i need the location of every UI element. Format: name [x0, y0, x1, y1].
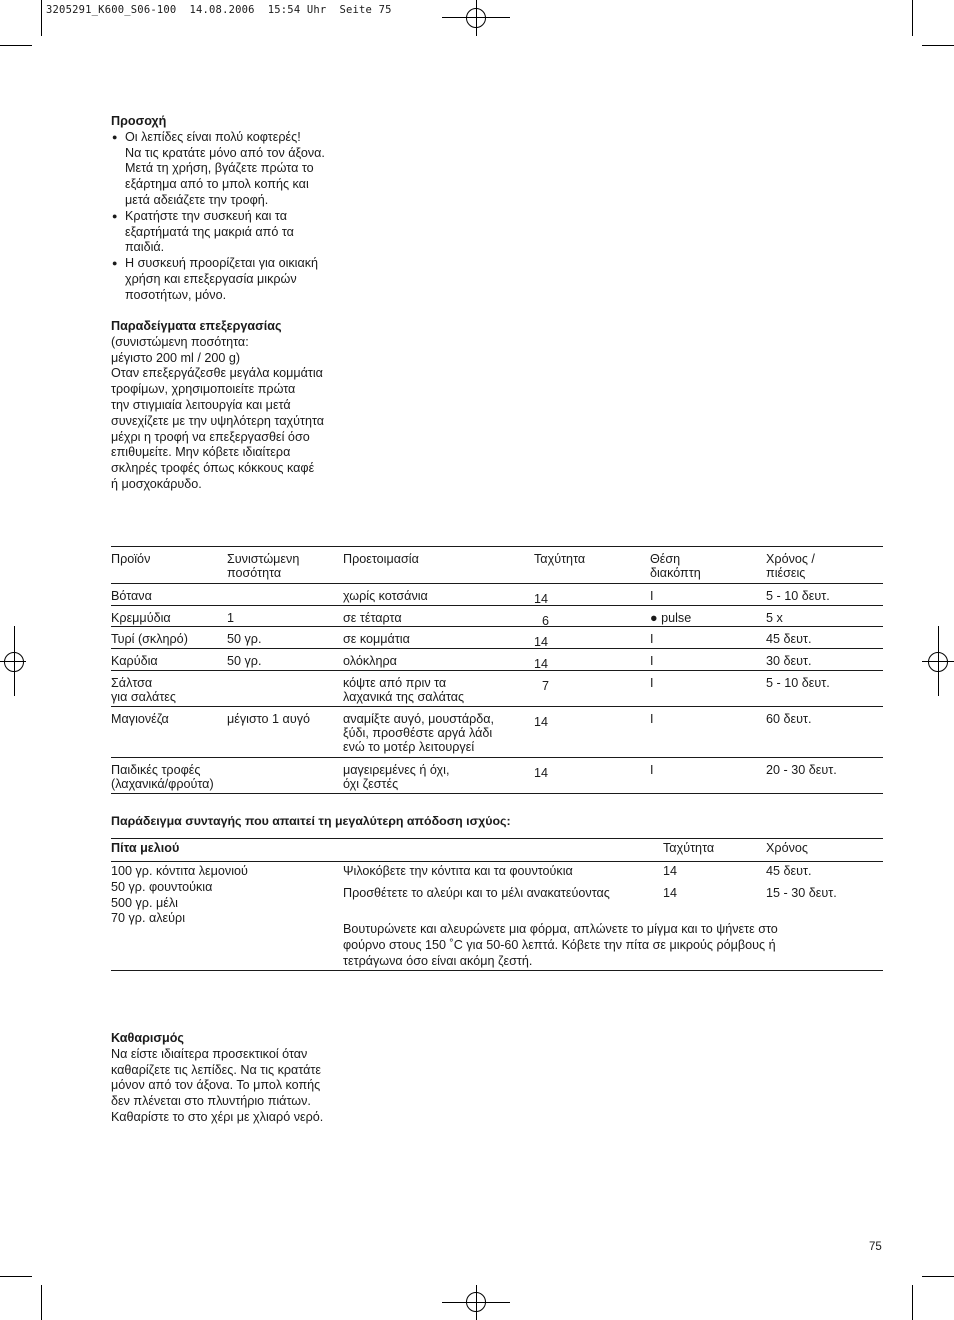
recipe-step-1-speed: 14	[663, 864, 678, 878]
table-cell: Βότανα	[111, 589, 152, 603]
examples-text	[111, 335, 324, 493]
caution-line: χρήση και επεξεργασία μικρών	[125, 271, 297, 286]
examples-line: την στιγμιαία λειτουργία και μετά	[111, 397, 291, 412]
recipe-speed-header: Ταχύτητα	[663, 841, 715, 855]
caution-line: Να τις κρατάτε μόνο από τον άξονα.	[125, 145, 325, 160]
caution-bullet	[111, 209, 325, 256]
recipe-ingredient: 100 γρ. κόντιτα λεμονιού	[111, 864, 248, 878]
table-cell: I	[650, 676, 654, 690]
table-cell: 50 γρ.	[227, 632, 262, 646]
table-cell: ολόκληρα	[343, 654, 397, 668]
examples-line: τροφίμων, χρησιμοποιείτε πρώτα	[111, 382, 296, 397]
table-row	[111, 584, 883, 606]
examples-line: σκληρές τροφές όπως κόκκους καφέ	[111, 461, 315, 476]
recipe-ingredient: 500 γρ. μέλι	[111, 895, 178, 910]
caution-bullet	[111, 130, 325, 209]
recipe-step-2-speed: 14	[663, 886, 678, 900]
recipe-step-2-time: 15 - 30 δευτ.	[766, 886, 837, 900]
table-cell: 14	[534, 592, 549, 606]
table-row	[111, 627, 883, 649]
recipe-ingredients	[111, 864, 248, 927]
print-slug: 3205291_K600_S06-100 14.08.2006 15:54 Uhr Seite 75	[46, 4, 392, 16]
table-cell: 14	[534, 635, 549, 649]
table-row	[111, 671, 883, 707]
table-cell: 60 δευτ.	[766, 712, 812, 726]
table-cell: 50 γρ.	[227, 654, 262, 668]
recipe-step-1-text: Ψιλοκόβετε την κόντιτα και τα φουντούκια	[343, 864, 573, 878]
recipe-ingredient: 70 γρ. αλεύρι	[111, 911, 186, 926]
table-cell: κόψτε από πριν τα λαχανικά της σαλάτας	[343, 676, 465, 704]
caution-line: ● Κρατήστε την συσκευή και τα	[125, 208, 287, 223]
table-cell: χωρίς κοτσάνια	[343, 589, 428, 603]
table-row	[111, 758, 883, 794]
caution-line: μετά αδειάζετε την τροφή.	[125, 192, 269, 207]
examples-line: επιθυμείτε. Μην κόβετε ιδιαίτερα	[111, 445, 291, 460]
table-cell: 6	[542, 614, 550, 628]
table-cell: Τυρί (σκληρό)	[111, 632, 188, 646]
recipe-time-header: Χρόνος	[766, 841, 808, 855]
table-cell: Σάλτσα για σαλάτες	[111, 676, 176, 704]
cleaning-title: Καθαρισμός	[111, 1031, 184, 1045]
cleaning-line: καθαρίζετε τις λεπίδες. Να τις κρατάτε	[111, 1062, 321, 1077]
table-cell: 30 δευτ.	[766, 654, 812, 668]
table-cell: ● pulse	[650, 611, 692, 625]
table-cell: I	[650, 712, 654, 726]
examples-line: μέγιστο 200 ml / 200 g)	[111, 350, 241, 365]
table-row	[111, 707, 883, 758]
caution-list	[111, 130, 325, 304]
table-cell: 7	[542, 679, 550, 693]
cleaning-line: Καθαρίστε το στο χέρι με χλιαρό νερό.	[111, 1109, 324, 1124]
table-cell: Μαγιονέζα	[111, 712, 169, 726]
table-cell: I	[650, 763, 654, 777]
examples-line: ή μοσχοκάρυδο.	[111, 476, 202, 491]
table-cell: I	[650, 589, 654, 603]
recipe-step-2-text: Προσθέτετε το αλεύρι και το μέλι ανακατεύοντας	[343, 886, 610, 900]
table-cell: αναμίξτε αυγό, μουστάρδα, ξύδι, προσθέστε αργά λάδι ενώ το μοτέρ λειτουργεί	[343, 712, 495, 754]
caution-line: εξαρτήματά της μακριά από τα	[125, 224, 294, 239]
caution-title: Προσοχή	[111, 114, 167, 128]
table-header-cell: Προϊόν	[111, 552, 151, 566]
recipe-final-line: φούρνο στους 150 ˚C για 50-60 λεπτά. Κόβετε την πίτα σε μικρούς ρόμβους ή	[343, 937, 776, 952]
table-cell: Καρύδια	[111, 654, 158, 668]
table-cell: 5 - 10 δευτ.	[766, 676, 830, 690]
caution-bullet	[111, 256, 325, 303]
table-cell: 5 - 10 δευτ.	[766, 589, 830, 603]
caution-section	[111, 114, 325, 304]
table-header-cell: Θέση διακόπτη	[650, 552, 701, 580]
table-cell: μαγειρεμένες ή όχι, όχι ζεστές	[343, 763, 450, 791]
recipe-table	[111, 838, 883, 971]
table-row	[111, 649, 883, 671]
table-cell: 1	[227, 611, 235, 625]
table-header-cell: Συνιστώμενη ποσότητα	[227, 552, 300, 580]
examples-line: (συνιστώμενη ποσότητα:	[111, 334, 249, 349]
recipe-ingredient: 50 γρ. φουντούκια	[111, 879, 213, 894]
page-number: 75	[869, 1241, 882, 1253]
examples-line: συνεχίζετε με την υψηλότερη ταχύτητα	[111, 413, 325, 428]
table-cell: σε κομμάτια	[343, 632, 410, 646]
recipe-final-step	[343, 922, 778, 969]
recipe-final-line: τετράγωνα όσο είναι ακόμη ζεστή.	[343, 953, 533, 968]
caution-line: εξάρτημα από το μπολ κοπής και	[125, 177, 309, 192]
table-cell: 45 δευτ.	[766, 632, 812, 646]
caution-line: ● Οι λεπίδες είναι πολύ κοφτερές!	[125, 129, 301, 144]
caution-line: ποσοτήτων, μόνο.	[125, 287, 227, 302]
recipe-name: Πίτα μελιού	[111, 841, 180, 855]
examples-section	[111, 319, 324, 493]
table-cell: 14	[534, 766, 549, 780]
cleaning-text	[111, 1047, 323, 1126]
cleaning-section	[111, 1031, 323, 1126]
table-cell: I	[650, 632, 654, 646]
table-header-cell: Ταχύτητα	[534, 552, 586, 566]
table-cell: Παιδικές τροφές (λαχανικά/φρούτα)	[111, 763, 214, 791]
recipe-final-line: Βουτυρώνετε και αλευρώνετε μια φόρμα, απλώνετε το μίγμα και το ψήνετε στο	[343, 922, 778, 936]
recipe-step-1-time: 45 δευτ.	[766, 864, 812, 878]
table-cell: Κρεμμύδια	[111, 611, 171, 625]
table-cell: 20 - 30 δευτ.	[766, 763, 837, 777]
table-header-cell: Προετοιμασία	[343, 552, 419, 566]
caution-line: ● Η συσκευή προορίζεται για οικιακή	[125, 256, 319, 271]
table-cell: μέγιστο 1 αυγό	[227, 712, 311, 726]
processing-table	[111, 546, 883, 794]
recipe-body	[111, 862, 883, 971]
examples-title: Παραδείγματα επεξεργασίας	[111, 319, 282, 333]
caution-line: παιδιά.	[125, 240, 165, 255]
table-cell: σε τέταρτα	[343, 611, 402, 625]
table-cell: 14	[534, 715, 549, 729]
cleaning-line: δεν πλένεται στο πλυντήριο πιάτων.	[111, 1094, 311, 1109]
table-cell: I	[650, 654, 654, 668]
caution-line: Μετά τη χρήση, βγάζετε πρώτα το	[125, 161, 314, 176]
table-cell: 14	[534, 657, 549, 671]
examples-line: μέχρι η τροφή να επεξεργασθεί όσο	[111, 429, 310, 444]
examples-line: Οταν επεξεργάζεσθε μεγάλα κομμάτια	[111, 366, 323, 381]
table-row	[111, 606, 883, 627]
recipe-title: Παράδειγμα συνταγής που απαιτεί τη μεγαλύτερη απόδοση ισχύος:	[111, 814, 511, 828]
cleaning-line: Να είστε ιδιαίτερα προσεκτικοί όταν	[111, 1046, 308, 1061]
cleaning-line: μόνον από τον άξονα. Το μπολ κοπής	[111, 1078, 321, 1093]
table-cell: 5 x	[766, 611, 783, 625]
table-header-row	[111, 547, 883, 584]
recipe-header-row	[111, 838, 883, 862]
table-header-cell: Χρόνος / πιέσεις	[766, 552, 815, 580]
